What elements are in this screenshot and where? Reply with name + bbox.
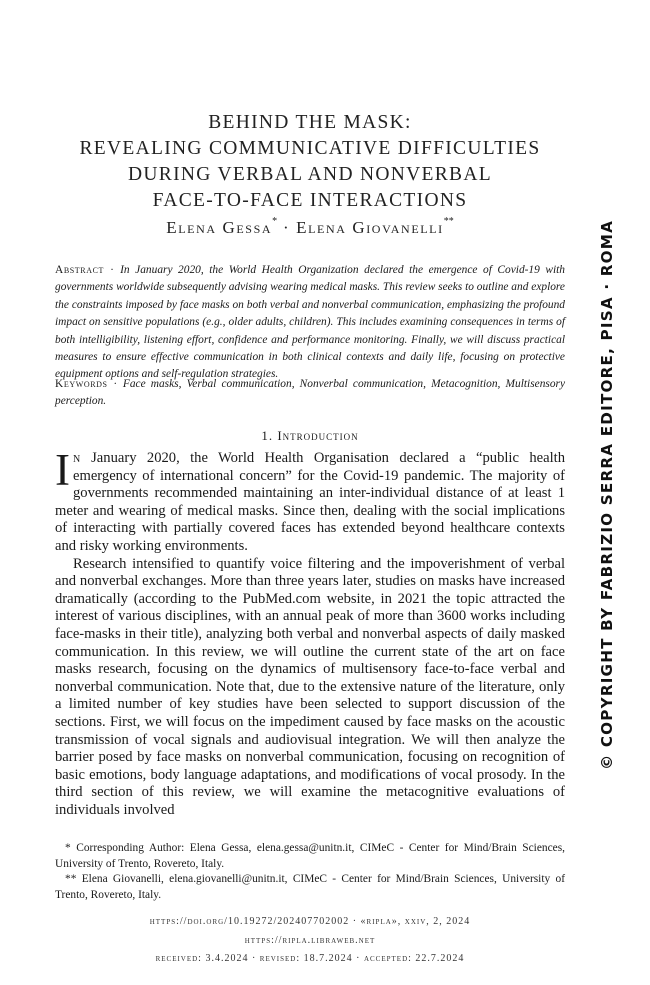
copyright-sidebar: © COPYRIGHT BY FABRIZIO SERRA EDITORE, PISA · ROMA [598,219,616,771]
doi-line[interactable]: https://doi.org/10.19272/202407702002 · «ripla», xxiv, 2, 2024 [149,916,471,927]
paragraph-text: January 2020, the World Health Organisation declared a “public health emergency of international concern” for the Covid-19 pandemic. The majority of governments recommended maintaining an inter-individual distance of at least 1 meter and wearing of medical masks. Since then, dealing with the social implications of interacting with partially covered faces has extended beyond healthcare contexts and risky working environments. [55,450,565,554]
website-line[interactable]: https://ripla.libraweb.net [244,934,376,946]
dates-line: received: 3.4.2024 · revised: 18.7.2024 · accepted: 22.7.2024 [155,953,465,964]
publication-info [40,913,580,969]
paragraph: Research intensified to quantify voice filtering and the impoverishment of verbal and nonverbal exchanges. More than three years later, studies on masks have increased dramatically (according to the PubMed.com website, in 2021 the topic attracted the interest of various disciplines, with an annual peak of more than 3600 works including face-masks in their title), analyzing both verbal and nonverbal aspects of daily masked communication. In this review, we will outline the current state of the art on face masks research, focusing on the dynamics of multisensory face-to-face verbal and nonverbal communication. Note that, due to the extensive nature of the literature, only a limited number of key studies have been selected to support discussion of the sections. First, we will focus on the impediment caused by face masks on the acoustic transmission of vocal signals and audiovisual integration. We will then analyze the barrier posed by face masks on nonverbal communication, focusing on recognition of basic emotions, body language adaptations, and modifications of vocal prosody. In the third section of this review, we will examine the metacognitive evaluations of individuals involved [55,555,565,818]
section-heading: 1. Introduction [261,428,359,443]
article-title [40,110,580,214]
title-line: BEHIND THE MASK: [208,112,412,133]
keywords-label: Keywords · [55,378,118,390]
author-footnote-mark[interactable]: * [272,216,278,227]
abstract [55,262,565,384]
footnotes [55,841,565,903]
title-line: FACE-TO-FACE INTERACTIONS [152,190,468,211]
title-line: DURING VERBAL AND NONVERBAL [128,164,492,185]
author-footnote-mark[interactable]: ** [443,216,454,227]
author-name: Elena Gessa [166,218,273,237]
author-name: Elena Giovanelli [296,218,444,237]
footnote: ** Elena Giovanelli, elena.giovanelli@unitn.it, CIMeC - Center for Mind/Brain Sciences, University of Trento, Rovereto, Italy. [55,873,565,901]
abstract-text: In January 2020, the World Health Organization declared the emergence of Covid-19 with governments worldwide subsequently advising wearing medical masks. This review seeks to outline and explore the constraints imposed by face masks on both verbal and nonverbal communication, emphasizing the profound impact on sensitive populations (e.g., older adults, children). This includes examining consequences in terms of both intelligibility, listening effort, confidence and performance monitoring. Finally, we will discuss practical measures to ensure effective communication in both clinical contexts and daily life, focusing on protective equipment options and self-regulation strategies. [55,264,565,381]
footnote: * Corresponding Author: Elena Gessa, elena.gessa@unitn.it, CIMeC - Center for Mind/Brain Sciences, University of Trento, Rovereto, Italy. [55,842,565,870]
paragraph [55,445,565,556]
keywords [55,376,565,411]
abstract-label: Abstract · [55,264,115,276]
drop-cap: I [55,445,70,495]
author-separator: · [282,218,291,237]
keywords-text: Face masks, Verbal communication, Nonverbal communication, Metacognition, Multisensory perception. [55,378,566,408]
title-line: REVEALING COMMUNICATIVE DIFFICULTIES [79,138,541,159]
author-line [40,218,580,238]
body-text [55,445,565,819]
lead-in: n [73,450,81,466]
